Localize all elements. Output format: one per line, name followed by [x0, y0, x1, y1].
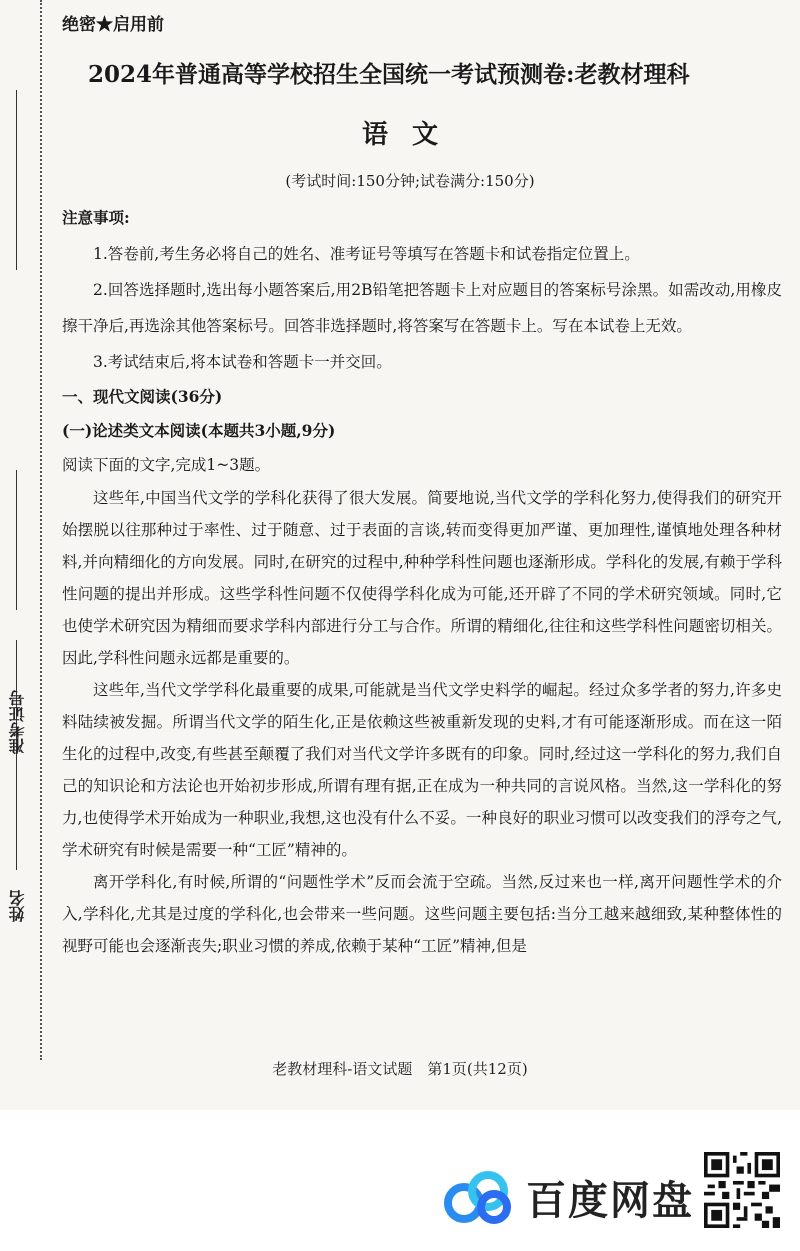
exam-content — [62, 200, 782, 962]
notice-item: 3.考试结束后,将本试卷和答题卡一并交回。 — [93, 353, 392, 371]
passage-paragraph: 离开学科化,有时候,所谓的“问题性学术”反而会流于空疏。当然,反过来也一样,离开问题性学术的介入,学科化,尤其是过度的学科化,也会带来一些问题。这些问题主要包括:当分工越来越细致,某种整体性的视野可能也会逐渐丧失;职业习惯的养成,依赖于某种“工匠”精神,但是 — [62, 873, 782, 955]
name-blank-line — [16, 640, 17, 870]
section-title: 一、现代文阅读(36分) — [62, 387, 223, 406]
baidu-brand-text: 百度网盘 — [526, 1177, 694, 1224]
name-label: 姓名 — [8, 890, 27, 922]
passage-paragraph: 这些年,中国当代文学的学科化获得了很大发展。简要地说,当代文学的学科化努力,使得我们的研究开始摆脱以往那种过于率性、过于随意、过于表面的言谈,转而变得更加严谨、更加理性,谨慎地处理各种材料,并向精细化的方向发展。同时,在研究的过程中,种种学科性问题也逐渐形成。学科化的发展,有赖于学科性问题的提出并形成。这些学科性问题不仅使得学科化成为可能,还开辟了不同的学术研究领域。同时,它也使学术研究因为精细而要求学科内部进行分工与合作。所谓的精细化,往往和这些学科性问题密切相关。因此,学科性问题永远都是重要的。 — [62, 489, 782, 667]
section-subtitle: (一)论述类文本阅读(本题共3小题,9分) — [62, 421, 336, 440]
binding-dotted-line — [40, 0, 42, 1060]
baidu-netdisk-cloud-icon — [442, 1169, 516, 1225]
exam-title: 2024年普通高等学校招生全国统一考试预测卷:老教材理科 — [88, 61, 690, 88]
secret-label: 绝密★启用前 — [62, 15, 164, 35]
baidu-netdisk-watermark — [442, 1162, 694, 1232]
candidate-number-label: 准考证号 — [8, 690, 27, 754]
notice-heading: 注意事项: — [62, 208, 130, 227]
notice-item: 2.回答选择题时,选出每小题答案后,用2B铅笔把答题卡上对应题目的答案标号涂黑。如需改动,用橡皮擦干净后,再选涂其他答案标号。回答非选择题时,将答案写在答题卡上。写在本试卷上无效。 — [62, 281, 782, 335]
notice-item: 1.答卷前,考生务必将自己的姓名、准考证号等填写在答题卡和试卷指定位置上。 — [93, 245, 640, 263]
page-footer: 老教材理科-语文试题 第1页(共12页) — [272, 1060, 528, 1078]
subject-title: 语文 — [361, 120, 462, 150]
exam-meta: (考试时间:150分钟;试卷满分:150分) — [285, 172, 535, 190]
reading-instruction: 阅读下面的文字,完成1~3题。 — [62, 456, 271, 474]
passage-paragraph: 这些年,当代文学学科化最重要的成果,可能就是当代文学史料学的崛起。经过众多学者的努力,许多史料陆续被发掘。所谓当代文学的陌生化,正是依赖这些被重新发现的史料,才有可能逐渐形成。而在这一陌生化的过程中,改变,有些甚至颠覆了我们对当代文学许多既有的印象。同时,经过这一学科化的努力,我们自己的知识论和方法论也开始初步形成,所谓有理有据,正在成为一种共同的言说风格。当然,这一学科化的努力,也使得学术开始成为一种职业,我想,这也没有什么不妥。一种良好的职业习惯可以改变我们的浮夸之气,学术研究有时候是需要一种“工匠”精神的。 — [62, 681, 782, 859]
qr-code-icon — [704, 1152, 780, 1228]
candidate-blank-line — [16, 470, 17, 610]
